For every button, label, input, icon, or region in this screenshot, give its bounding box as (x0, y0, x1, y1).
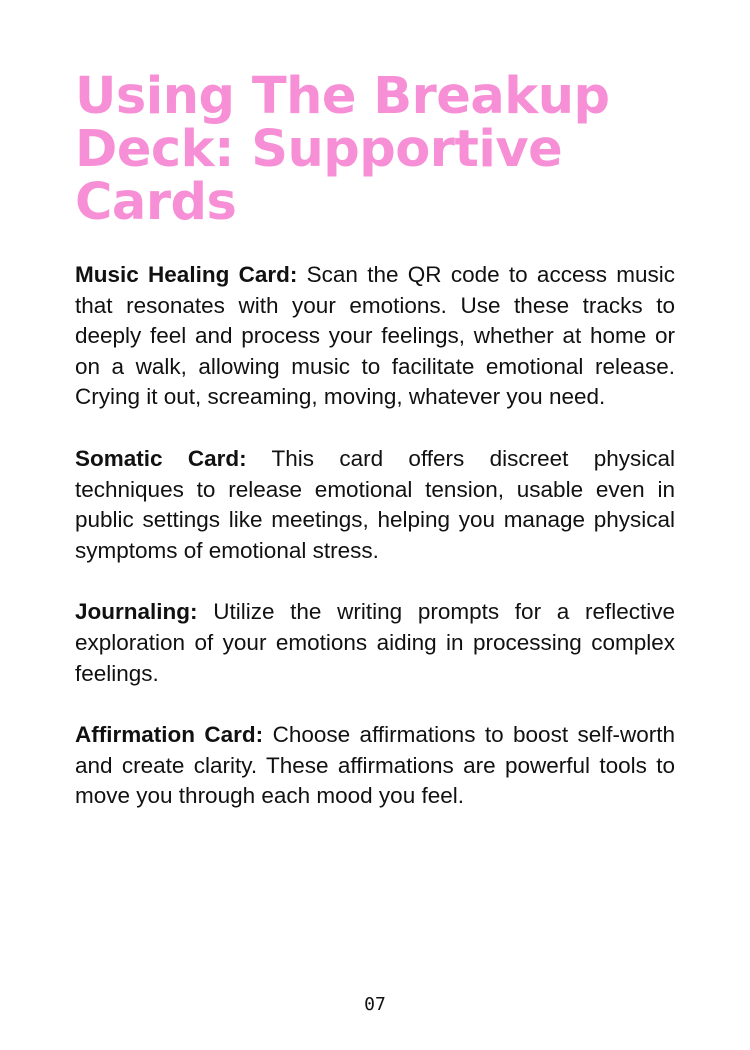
section-affirmation-card (75, 720, 675, 812)
section-journaling (75, 597, 675, 689)
section-text: Utilize the writing prompts for a reflective exploration of your emotions aiding in processing complex feelings. (75, 599, 675, 686)
section-text: Choose affirmations to boost self-worth and create clarity. These affirmations are powerful tools to move you through each mood you feel. (75, 722, 676, 809)
page-title: Using The Breakup Deck: Supportive Cards (75, 67, 610, 232)
section-text: Scan the QR code to access music that resonates with your emotions. Use these tracks to deeply feel and process your feelings, whether at home or on a walk, allowing music to facilitate emotional release. Crying it out, screaming, moving, whatever you need. (75, 262, 675, 410)
page-number: 07 (364, 994, 386, 1015)
section-label: Somatic Card: (75, 445, 247, 471)
section-somatic-card (75, 444, 675, 566)
section-label: Music Healing Card: (75, 262, 298, 287)
section-music-healing-card (75, 260, 675, 413)
section-label: Journaling: (75, 599, 198, 625)
section-label: Affirmation Card: (75, 722, 264, 748)
card-descriptions (75, 260, 675, 843)
section-text: This card offers discreet physical techniques to release emotional tension, usable even in public settings like meetings, helping you manage physical symptoms of emotional stress. (75, 445, 675, 563)
